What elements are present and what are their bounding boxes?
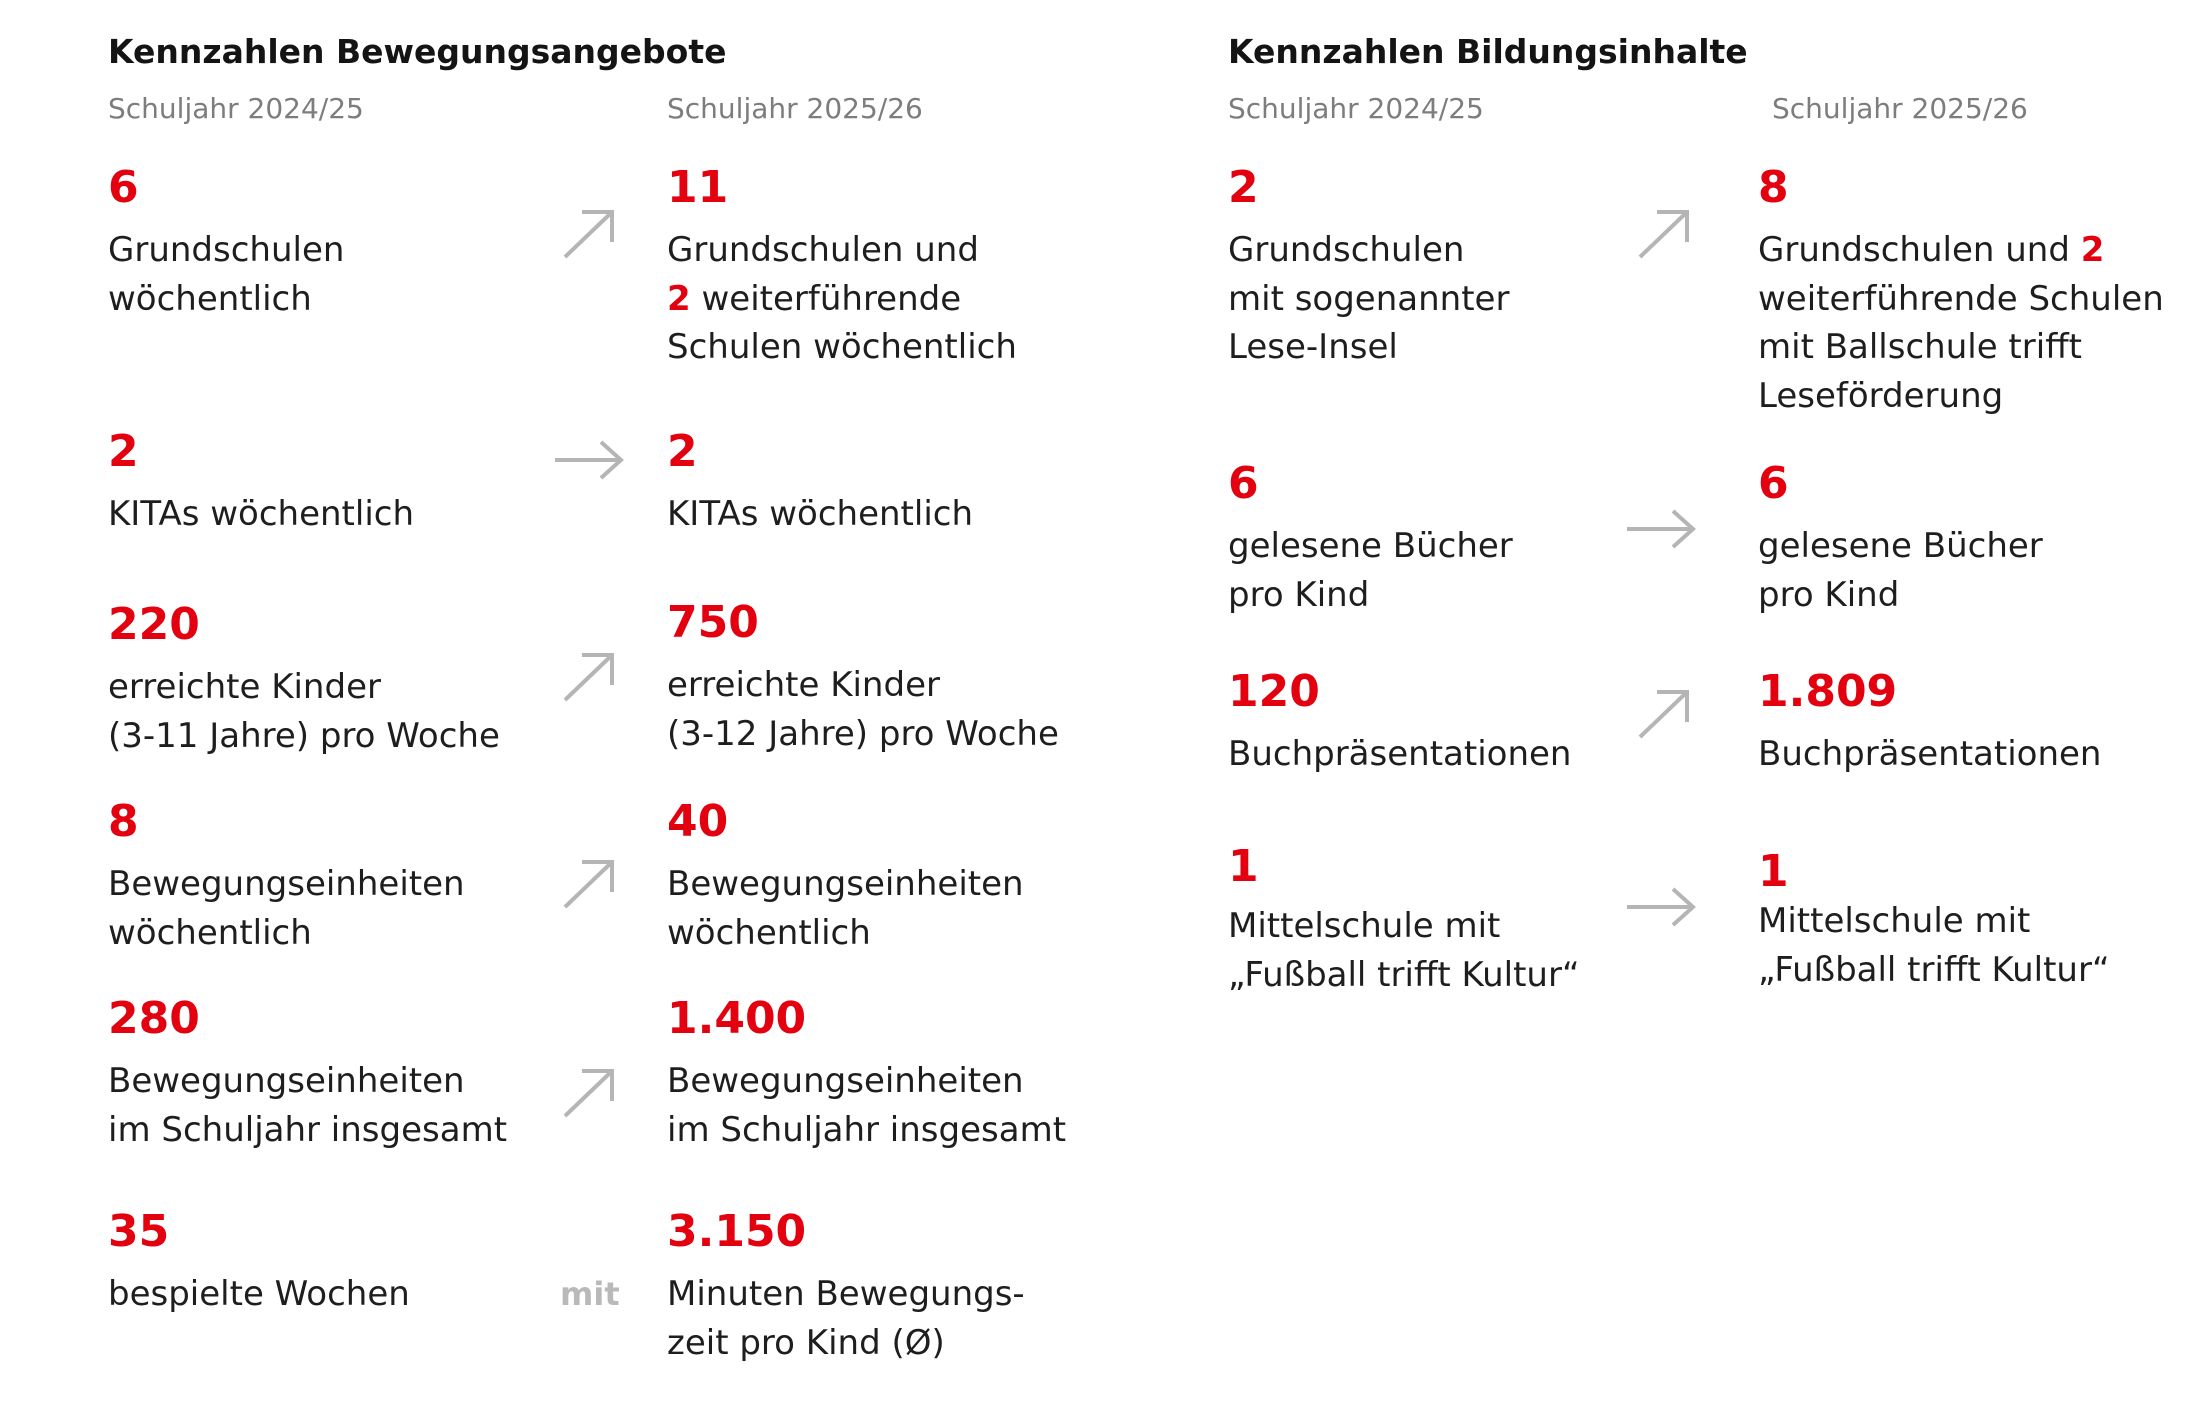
kpi-description: Mittelschule mit „Fußball trifft Kultur“ <box>1758 901 2110 990</box>
kpi-description: gelesene Bücher pro Kind <box>1758 526 2043 615</box>
kpi-value: 750 <box>667 597 759 648</box>
right-arrow-icon <box>1627 872 1697 942</box>
kpi-value: 1 <box>1228 841 1259 892</box>
up-right-arrow-icon <box>560 205 630 275</box>
kpi-description: Grundschulen und 2 weiterführende Schulen mit Ballschule trifft Leseförderung <box>1758 230 2164 416</box>
section-title-bildung: Kennzahlen Bildungsinhalte <box>1228 32 1748 71</box>
kpi-value: 120 <box>1228 666 1320 717</box>
kpi-value: 1.400 <box>667 993 807 1044</box>
kpi-description: Grundschulen wöchentlich <box>108 230 345 319</box>
kpi-value: 2 <box>1228 162 1259 213</box>
kpi-value: 280 <box>108 993 200 1044</box>
kpi-description: KITAs wöchentlich <box>108 494 415 534</box>
kpi-value: 1.809 <box>1758 666 1898 717</box>
kpi-value: 2 <box>667 426 698 477</box>
year-label-prev: Schuljahr 2024/25 <box>108 92 364 125</box>
year-label-next: Schuljahr 2025/26 <box>1772 92 2028 125</box>
kpi-value: 40 <box>667 796 729 847</box>
kpi-value: 6 <box>1758 458 1789 509</box>
up-right-arrow-icon <box>1635 685 1705 755</box>
kpi-description: Grundschulen und 2 weiterführende Schulen wöchentlich <box>667 230 1017 367</box>
up-right-arrow-icon <box>560 648 630 718</box>
connector-label: mit <box>560 1275 620 1313</box>
kpi-description: Buchpräsentationen <box>1758 734 2102 774</box>
kpi-value: 8 <box>108 796 139 847</box>
kpi-description: Mittelschule mit „Fußball trifft Kultur“ <box>1228 906 1580 995</box>
kpi-value: 3.150 <box>667 1206 807 1257</box>
kpi-value: 11 <box>667 162 729 213</box>
right-arrow-icon <box>555 425 625 495</box>
kpi-value: 35 <box>108 1206 170 1257</box>
kpi-value: 1 <box>1758 846 1789 897</box>
kpi-value: 6 <box>108 162 139 213</box>
year-label-next: Schuljahr 2025/26 <box>667 92 923 125</box>
kpi-description: erreichte Kinder (3-11 Jahre) pro Woche <box>108 667 500 756</box>
up-right-arrow-icon <box>560 855 630 925</box>
kpi-description: gelesene Bücher pro Kind <box>1228 526 1513 615</box>
kpi-value: 8 <box>1758 162 1789 213</box>
kpi-inline-value: 2 <box>2080 230 2105 270</box>
right-arrow-icon <box>1627 494 1697 564</box>
section-title-bewegung: Kennzahlen Bewegungsangebote <box>108 32 727 71</box>
kpi-description: Minuten Bewegungs- zeit pro Kind (Ø) <box>667 1274 1025 1363</box>
kpi-value: 220 <box>108 599 200 650</box>
kpi-description: Grundschulen mit sogenannter Lese-Insel <box>1228 230 1510 367</box>
kpi-value: 6 <box>1228 458 1259 509</box>
kpi-description: erreichte Kinder (3-12 Jahre) pro Woche <box>667 665 1059 754</box>
kpi-value: 2 <box>108 426 139 477</box>
up-right-arrow-icon <box>560 1064 630 1134</box>
year-label-prev: Schuljahr 2024/25 <box>1228 92 1484 125</box>
kpi-description: Buchpräsentationen <box>1228 734 1572 774</box>
kpi-description: Bewegungseinheiten im Schuljahr insgesamt <box>108 1061 508 1150</box>
kpi-description: Bewegungseinheiten im Schuljahr insgesamt <box>667 1061 1067 1150</box>
up-right-arrow-icon <box>1635 205 1705 275</box>
kpi-description: KITAs wöchentlich <box>667 494 974 534</box>
kpi-description: Bewegungseinheiten wöchentlich <box>108 864 465 953</box>
kpi-description: Bewegungseinheiten wöchentlich <box>667 864 1024 953</box>
kpi-inline-value: 2 <box>667 278 691 319</box>
kpi-description: bespielte Wochen <box>108 1274 410 1314</box>
